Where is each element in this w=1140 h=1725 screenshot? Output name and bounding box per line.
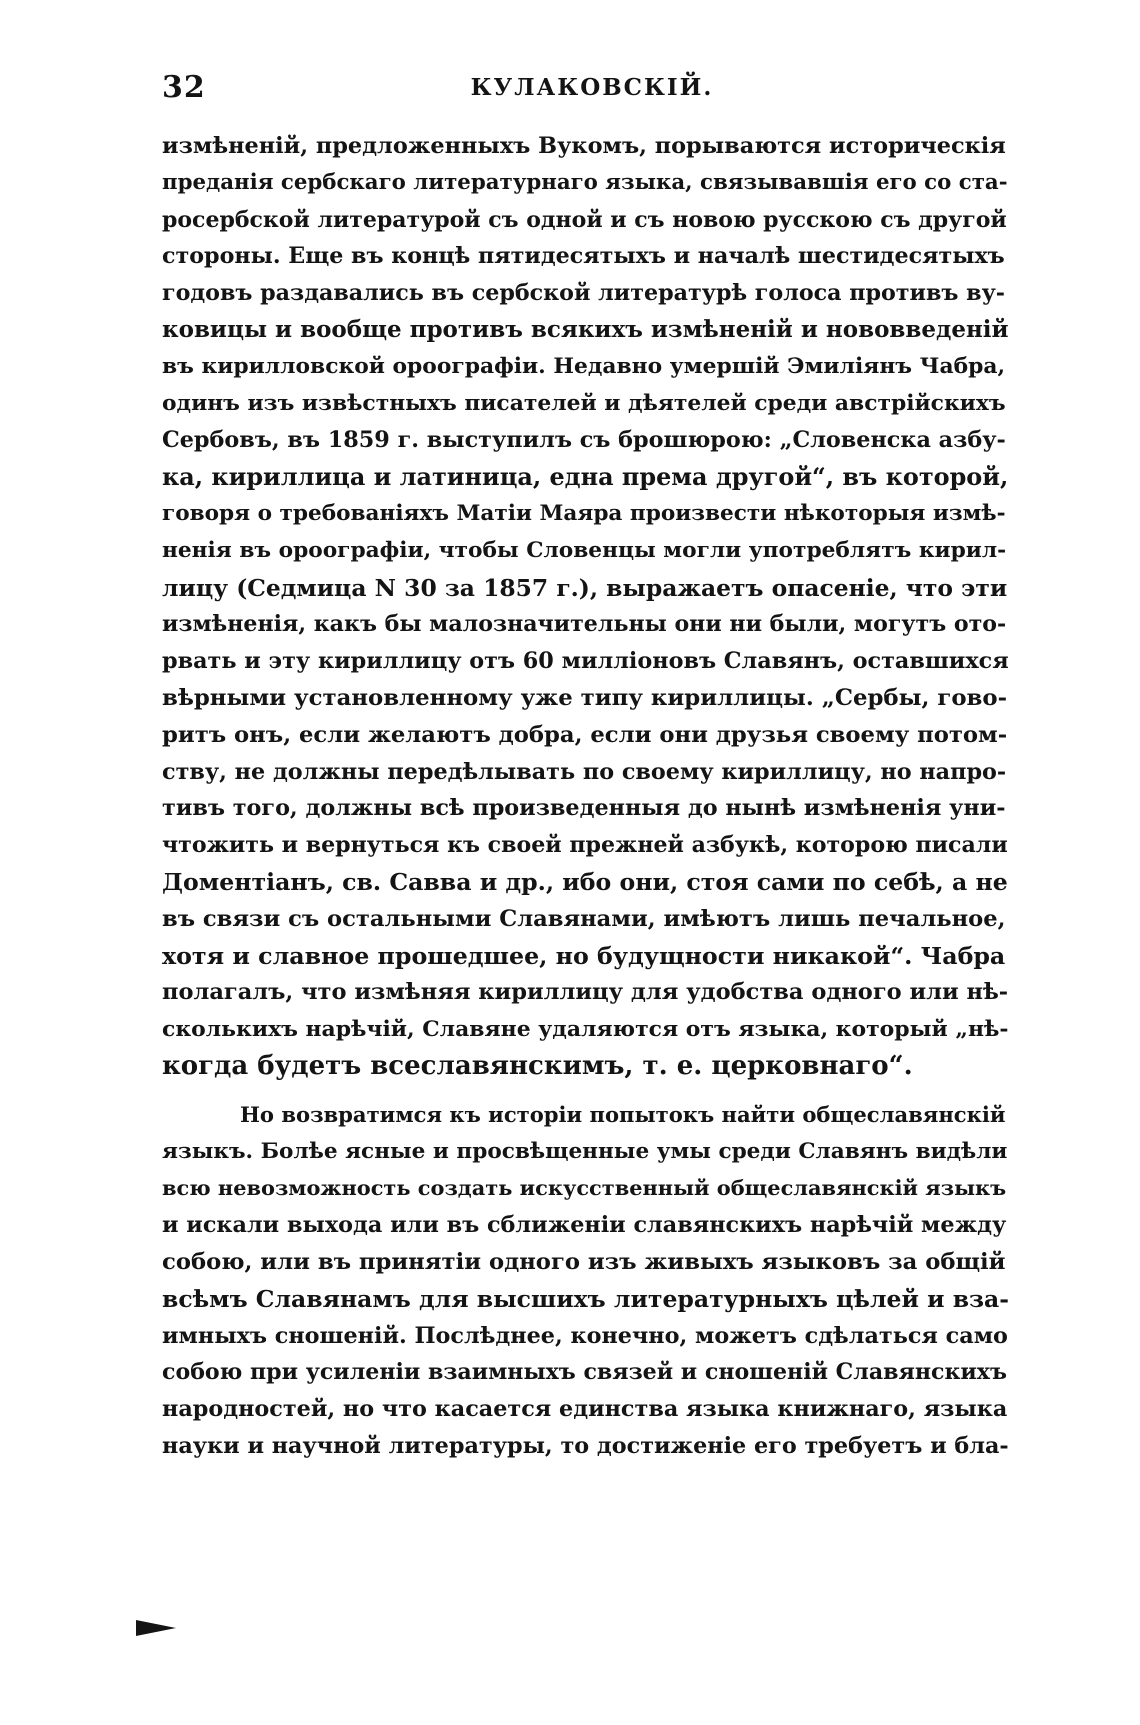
text-line: ка, кириллица и латиница, една према другой“, въ которой,	[162, 463, 1009, 492]
text-line: языкъ. Болѣе ясные и просвѣщенные умы среди Славянъ видѣли	[162, 1138, 1008, 1164]
paragraph-break	[162, 1085, 1009, 1097]
body-text	[162, 128, 1009, 1465]
text-line: собою, или въ принятіи одного изъ живыхъ языковъ за общій	[162, 1248, 1006, 1275]
text-line: когда будетъ всеславянскимъ, т. е. церковнаго“.	[162, 1050, 913, 1081]
text-line: хотя и славное прошедшее, но будущности никакой“. Чабра	[162, 941, 1006, 970]
text-line: измѣненія, какъ бы малозначительны они ни были, могутъ ото-	[162, 611, 1007, 638]
text-line: росербской литературой съ одной и съ новою русскою съ другой	[162, 206, 1007, 233]
text-line: всѣмъ Славянамъ для высшихъ литературныхъ цѣлей и вза-	[162, 1284, 1009, 1313]
text-line: чтожить и вернуться къ своей прежней азбукѣ, которою писали	[162, 832, 1008, 859]
text-line: вѣрными установленному уже типу кириллицы. „Сербы, гово-	[162, 684, 1008, 711]
text-line: сколькихъ нарѣчій, Славяне удаляются отъ языка, который „нѣ-	[162, 1016, 1009, 1043]
text-line: собою при усиленіи взаимныхъ связей и сношеній Славянскихъ	[162, 1359, 1007, 1386]
text-line: и искали выхода или въ сближеніи славянскихъ нарѣчій между	[162, 1212, 1007, 1239]
text-line: ритъ онъ, если желаютъ добра, если они друзья своему потом-	[162, 721, 1008, 748]
paragraph	[162, 128, 1009, 1085]
text-line: ковицы и вообще противъ всякихъ измѣненій и нововведеній	[162, 315, 1009, 343]
text-line: Доментіанъ, св. Савва и др., ибо они, стоя сами по себѣ, а не	[162, 867, 1008, 896]
text-line: преданія сербскаго литературнаго языка, связывавшія его со ста-	[162, 169, 1008, 195]
text-line: рвать и эту кириллицу отъ 60 милліоновъ Славянъ, оставшихся	[162, 648, 1009, 675]
text-line: лицу (Седмица N 30 за 1857 г.), выражаетъ опасеніе, что эти	[162, 573, 1008, 602]
text-line: Сербовъ, въ 1859 г. выступилъ съ брошюрою: „Словенска азбу-	[162, 427, 1006, 454]
text-line: Но возвратимся къ исторіи попытокъ найти общеславянскій	[240, 1101, 1006, 1127]
text-line: имныхъ сношеній. Послѣднее, конечно, можетъ сдѣлаться само	[162, 1322, 1008, 1349]
text-line: всю невозможность создать искусственный общеславянскій языкъ	[162, 1175, 1007, 1201]
text-line: годовъ раздавались въ сербской литературѣ голоса противъ ву-	[162, 280, 1005, 307]
text-line: ненія въ ороографіи, чтобы Словенцы могли употреблятъ кирил-	[162, 537, 1007, 563]
text-line: въ связи съ остальными Славянами, имѣютъ лишь печальное,	[162, 905, 1006, 932]
text-line: измѣненій, предложенныхъ Вукомъ, порываются историческія	[162, 133, 1006, 159]
text-line: одинъ изъ извѣстныхъ писателей и дѣятелей среди австрійскихъ	[162, 390, 1006, 416]
page-number: 32	[162, 70, 206, 105]
text-line: ству, не должны передѣлывать по своему кириллицу, но напро-	[162, 758, 1007, 785]
text-line: тивъ того, должны всѣ произведенныя до нынѣ измѣненія уни-	[162, 795, 1006, 822]
printer-mark-icon	[136, 1620, 176, 1636]
running-head: КУЛАКОВСКІЙ.	[470, 74, 714, 101]
paragraph	[162, 1097, 1009, 1465]
text-line: науки и научной литературы, то достиженіе его требуетъ и бла-	[162, 1432, 1009, 1459]
page-header	[162, 70, 1022, 110]
text-line: говоря о требованіяхъ Матіи Маяра произвести нѣкоторыя измѣ-	[162, 500, 1006, 526]
text-line: народностей, но что касается единства языка книжнаго, языка	[162, 1396, 1008, 1423]
text-line: въ кирилловской ороографіи. Недавно умершій Эмиліянъ Чабра,	[162, 353, 1006, 379]
text-line: полагалъ, что измѣняя кириллицу для удобства одного или нѣ-	[162, 979, 1009, 1006]
text-line: стороны. Еще въ концѣ пятидесятыхъ и началѣ шестидесятыхъ	[162, 243, 1005, 270]
